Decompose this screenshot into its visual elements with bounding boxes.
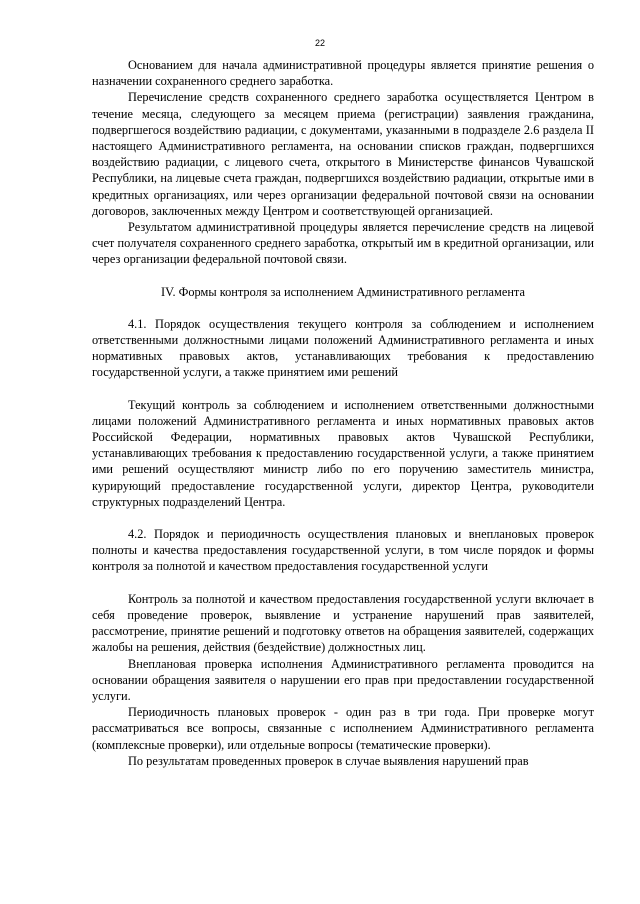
spacer [92,300,594,316]
spacer [92,381,594,397]
spacer [92,268,594,284]
section-heading: IV. Формы контроля за исполнением Административного регламента [161,284,525,299]
paragraph: Внеплановая проверка исполнения Административного регламента проводится на основании обращения заявителя о нарушении его прав при предоставлении государственной услуги. [92,656,594,703]
paragraph: Текущий контроль за соблюдением и исполнением ответственными должностными лицами положений Административного регламента и иных нормативных правовых актов Российской Федерации, нормативных правовых актов Чувашской Республики, устанавливающих требования к предоставлению государственной услуги, а также принятием ими решений осуществляют министр либо по его поручению заместитель министра, курирующий предоставление государственной услуги, директор Центра, руководители структурных подразделений Центра. [92,397,594,509]
document-body [92,57,594,769]
paragraph: Контроль за полнотой и качеством предоставления государственной услуги включает в себя проведение проверок, выявление и устранение нарушений прав заявителей, рассмотрение, принятие решений и подготовку ответов на обращения заявителей, содержащих жалобы на решения, действия (бездействие) должностных лиц. [92,591,594,655]
paragraph: Перечисление средств сохраненного среднего заработка осуществляется Центром в течение месяца, следующего за месяцем приема (регистрации) заявления гражданина, подвергшегося воздействию радиации, с документами, указанными в подразделе 2.6 раздела II настоящего Административного регламента, на основании списков граждан, подвергшихся воздействию радиации, с лицевого счета, открытого в Министерстве финансов Чувашской Республики, на лицевые счета граждан, подвергшихся воздействию радиации, открытые ими в кредитных организациях, или через организации федеральной почтовой связи на основании договоров, заключенных между Центром и соответствующей организацией. [92,90,594,218]
paragraph: Основанием для начала административной процедуры является принятие решения о назначении сохраненного среднего заработка. [92,58,594,89]
subsection-heading: 4.2. Порядок и периодичность осуществления плановых и внеплановых проверок полноты и качества предоставления государственной услуги, в том числе порядок и формы контроля за полнотой и качеством предоставления государственной услуги [92,527,594,574]
paragraph: Результатом административной процедуры является перечисление средств на лицевой счет получателя сохраненного среднего заработка, открытый им в кредитной организации, или через организации федеральной почтовой связи. [92,220,594,267]
paragraph: По результатам проведенных проверок в случае выявления нарушений прав [128,753,529,768]
subsection-heading: 4.1. Порядок осуществления текущего контроля за соблюдением и исполнением ответственными должностными лицами положений Административного регламента и иных нормативных правовых актов, устанавливающих требования к предоставлению государственной услуги, а также принятием ими решений [92,316,594,380]
spacer [92,575,594,591]
spacer [92,510,594,526]
page-number: 22 [314,38,325,48]
paragraph: Периодичность плановых проверок - один раз в три года. При проверке могут рассматриваться все вопросы, связанные с исполнением Административного регламента (комплексные проверки), или отдельные вопросы (тематические проверки). [92,705,594,752]
